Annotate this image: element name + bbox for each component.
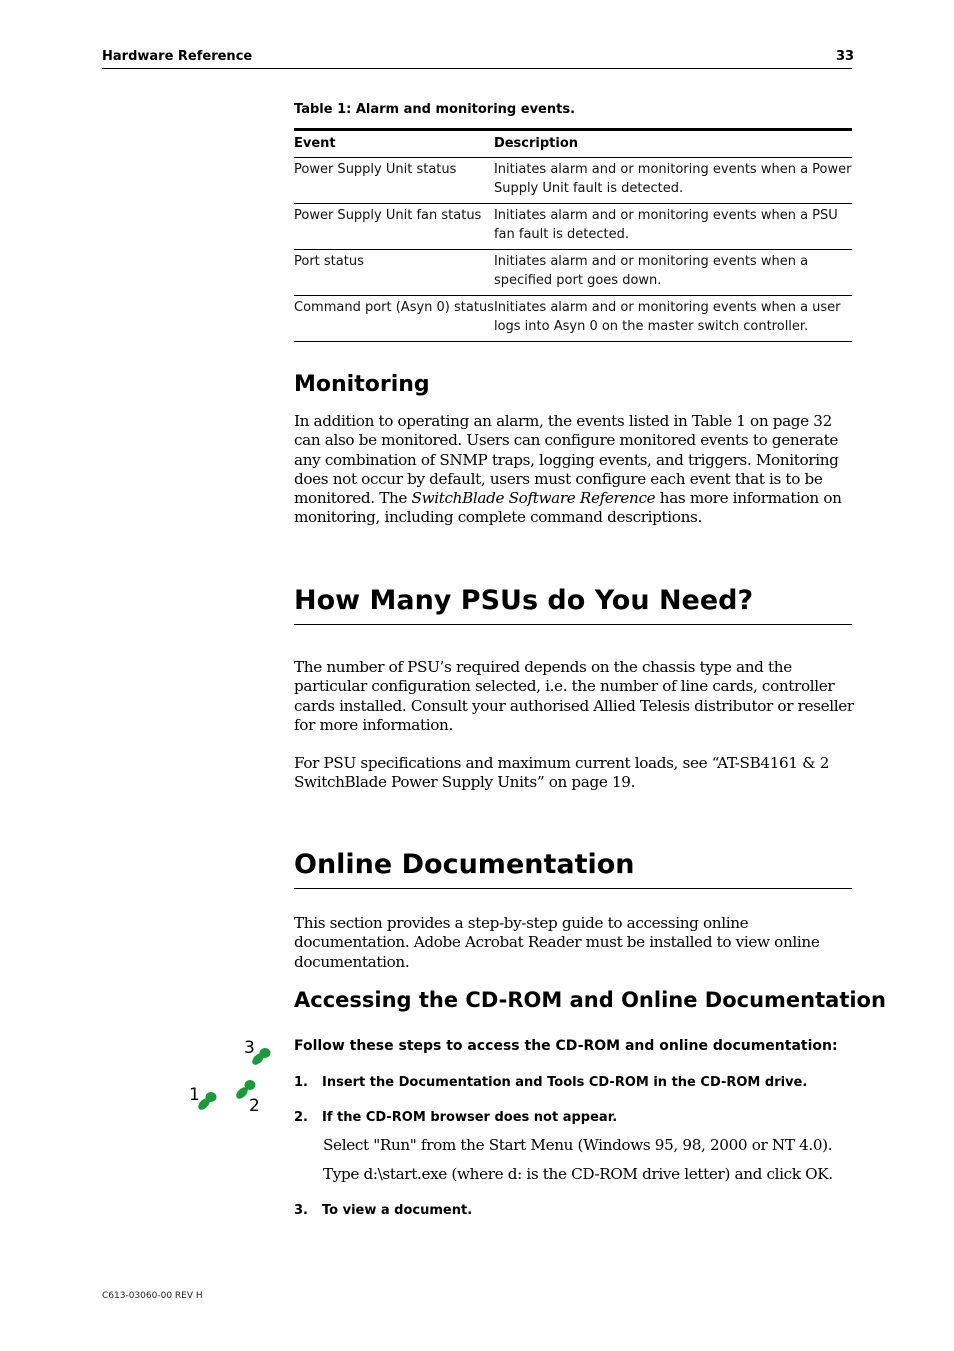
monitoring-text-after: has more information on monitoring, including complete command descriptions. <box>294 489 842 527</box>
table-row <box>294 158 852 204</box>
table-row <box>294 250 852 296</box>
psu-heading: How Many PSUs do You Need? <box>294 585 754 616</box>
monitoring-text-before: In addition to operating an alarm, the events listed in Table 1 on page 32 can also be monitored. Users can configure monitored events to generate any combination of SNMP traps, logging events, and triggers. Monitoring does not occur by default, users must configure each event that is to be monitored. The <box>294 412 839 508</box>
psu-paragraph-1: The number of PSU’s required depends on the chassis type and the particular configuration selected, i.e. the number of line cards, controller cards installed. Consult your authorised Allied Telesis distributor or reseller for more information. <box>294 658 854 734</box>
description-cell: Initiates alarm and or monitoring events when a Power Supply Unit fault is detected. <box>494 158 852 204</box>
software-reference-title: SwitchBlade Software Reference <box>411 489 656 508</box>
page-number: 33 <box>836 49 855 64</box>
alarm-events-table <box>294 132 852 342</box>
step-number: 2. <box>294 1110 308 1125</box>
description-cell: Initiates alarm and or monitoring events when a user logs into Asyn 0 on the master switch controller. <box>494 296 852 342</box>
table-row <box>294 296 852 342</box>
step-number: 3. <box>294 1203 308 1218</box>
cdrom-heading: Accessing the CD-ROM and Online Documentation <box>294 988 886 1012</box>
step-2-instruction-run: Select "Run" from the Start Menu (Windows 95, 98, 2000 or NT 4.0). <box>323 1136 833 1154</box>
table-header-row <box>294 132 852 158</box>
step-text: Insert the Documentation and Tools CD-ROM in the CD-ROM drive. <box>322 1075 808 1090</box>
steps-intro: Follow these steps to access the CD-ROM and online documentation: <box>294 1038 838 1054</box>
monitoring-paragraph <box>294 412 854 528</box>
description-cell: Initiates alarm and or monitoring events when a PSU fan fault is detected. <box>494 204 852 250</box>
event-cell: Command port (Asyn 0) status <box>294 296 494 342</box>
column-header-description: Description <box>494 132 852 158</box>
step-2-instruction-type: Type d:\start.exe (where d: is the CD-ROM drive letter) and click OK. <box>323 1165 833 1183</box>
online-docs-heading: Online Documentation <box>294 849 635 880</box>
step-text: To view a document. <box>322 1203 473 1218</box>
table-row <box>294 204 852 250</box>
event-cell: Power Supply Unit fan status <box>294 204 494 250</box>
psu-heading-rule <box>294 624 852 625</box>
footsteps-icon <box>186 1036 276 1118</box>
column-header-event: Event <box>294 132 494 158</box>
table-top-rule <box>294 128 852 131</box>
step-text: If the CD-ROM browser does not appear. <box>322 1110 618 1125</box>
monitoring-heading: Monitoring <box>294 372 430 397</box>
online-docs-heading-rule <box>294 888 852 889</box>
psu-paragraph-2: For PSU specifications and maximum current loads, see “AT-SB4161 & 2 SwitchBlade Power Supply Units” on page 19. <box>294 754 830 792</box>
description-cell: Initiates alarm and or monitoring events when a specified port goes down. <box>494 250 852 296</box>
event-cell: Port status <box>294 250 494 296</box>
online-docs-paragraph: This section provides a step-by-step guide to accessing online documentation. Adobe Acrobat Reader must be installed to view online documentation. <box>294 914 820 971</box>
step-label-2: 2 <box>249 1096 260 1116</box>
step-label-1: 1 <box>189 1085 200 1105</box>
step-number: 1. <box>294 1075 308 1090</box>
header-rule <box>102 68 852 69</box>
table-caption: Table 1: Alarm and monitoring events. <box>294 102 576 117</box>
event-cell: Power Supply Unit status <box>294 158 494 204</box>
document-id-footer: C613-03060-00 REV H <box>102 1291 203 1301</box>
step-label-3: 3 <box>244 1038 255 1058</box>
running-header: Hardware Reference <box>102 49 253 64</box>
